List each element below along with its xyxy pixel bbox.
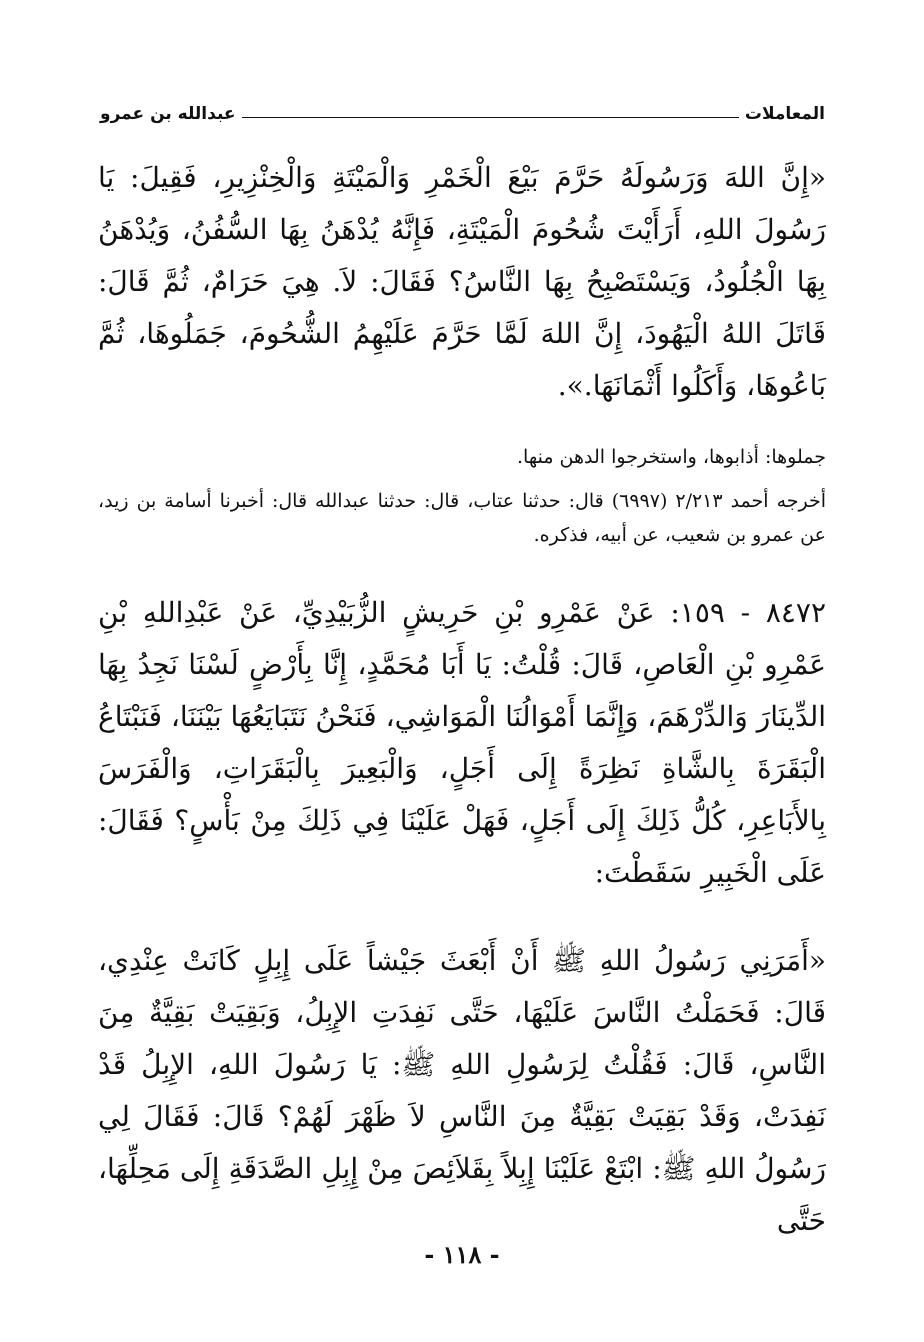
hadith-2-quote-paragraph: «أَمَرَنِي رَسُولُ اللهِ ﷺ أَنْ أَبْعَثَ جَيْشاً عَلَى إِبِلٍ كَانَتْ عِنْدِي، قَالَ: فَحَمَلْتُ النَّاسَ عَلَيْهَا، حَتَّى نَفِدَتِ الإِبِلُ، وَبَقِيَتْ بَقِيَّةٌ مِنَ النَّاسِ، قَالَ: فَقُلْتُ لِرَسُولِ اللهِ ﷺ: يَا رَسُولَ اللهِ، الإِبِلُ قَدْ نَفِدَتْ، وَقَدْ بَقِيَتْ بَقِيَّةٌ مِنَ النَّاسِ لاَ ظَهْرَ لَهُمْ؟ قَالَ: فَقَالَ لِي رَسُولُ اللهِ ﷺ: ابْتَعْ عَلَيْنَا إِبِلاً بِقَلاَئِصَ مِنْ إِبِلِ الصَّدَقَةِ إِلَى مَحِلِّهَا، حَتَّى: [98, 944, 826, 1237]
chapter-title: المعاملات: [744, 104, 825, 124]
hadith-text-2-quote: [98, 935, 826, 1247]
hadith-text-1: [98, 152, 826, 412]
hadith-2-isnad: عَنْ عَمْرِو بْنِ حَرِيشٍ الزُّبَيْدِيِّ، عَنْ عَبْدِاللهِ بْنِ عَمْرِو بْنِ الْعَاصِ، قَالَ: قُلْتُ: يَا أَبَا مُحَمَّدٍ، إِنَّا بِأَرْضٍ لَسْنَا نَجِدُ بِهَا الدِّينَارَ وَالدِّرْهَمَ، وَإِنَّمَا أَمْوَالُنَا الْمَوَاشِي، فَنَحْنُ نَتَبَايَعُهَا بَيْنَنَا، فَنَبْتَاعُ الْبَقَرَةَ بِالشَّاةِ نَظِرَةً إِلَى أَجَلٍ، وَالْبَعِيرَ بِالْبَقَرَاتِ، وَالْفَرَسَ بِالأَبَاعِرِ، كُلُّ ذَلِكَ إِلَى أَجَلٍ، فَهَلْ عَلَيْنَا فِي ذَلِكَ مِنْ بَأْسٍ؟ فَقَالَ: عَلَى الْخَبِيرِ سَقَطْتَ:: [98, 596, 826, 889]
running-header: [100, 98, 825, 124]
footnote-gloss: [98, 440, 826, 474]
gloss-text: جملوها: أذابوها، واستخرجوا الدهن منها.: [517, 446, 826, 468]
hadith-text-2: [98, 587, 826, 899]
page-number: - ١١٨ -: [424, 1240, 500, 1269]
hadith-number: ٨٤٧٢ - ١٥٩:: [670, 596, 826, 629]
takhrij-text: أخرجه أحمد ٢/٢١٣ (٦٩٩٧) قال: حدثنا عتاب، قال: حدثنا عبدالله قال: أخبرنا أسامة بن زيد، عن عمرو بن شعيب، عن أبيه، فذكره.: [98, 490, 827, 546]
footnote-takhrij: [98, 484, 826, 552]
header-rule: [242, 117, 739, 118]
hadith-1-paragraph: «إِنَّ اللهَ وَرَسُولَهُ حَرَّمَ بَيْعَ الْخَمْرِ وَالْمَيْتَةِ وَالْخِنْزِيرِ، فَقِيلَ: يَا رَسُولَ اللهِ، أَرَأَيْتَ شُحُومَ الْمَيْتَةِ، فَإِنَّهُ يُدْهَنُ بِهَا السُّفُنُ، وَيُدْهَنُ بِهَا الْجُلُودُ، وَيَسْتَصْبِحُ بِهَا النَّاسُ؟ فَقَالَ: لاَ. هِيَ حَرَامٌ، ثُمَّ قَالَ: قَاتَلَ اللهُ الْيَهُودَ، إِنَّ اللهَ لَمَّا حَرَّمَ عَلَيْهِمُ الشُّحُومَ، جَمَلُوهَا، ثُمَّ بَاعُوهَا، وَأَكَلُوا أَثْمَانَهَا.».: [98, 161, 826, 402]
hadith-2-paragraph: [98, 587, 826, 899]
section-title: عبدالله بن عمرو: [100, 104, 236, 124]
